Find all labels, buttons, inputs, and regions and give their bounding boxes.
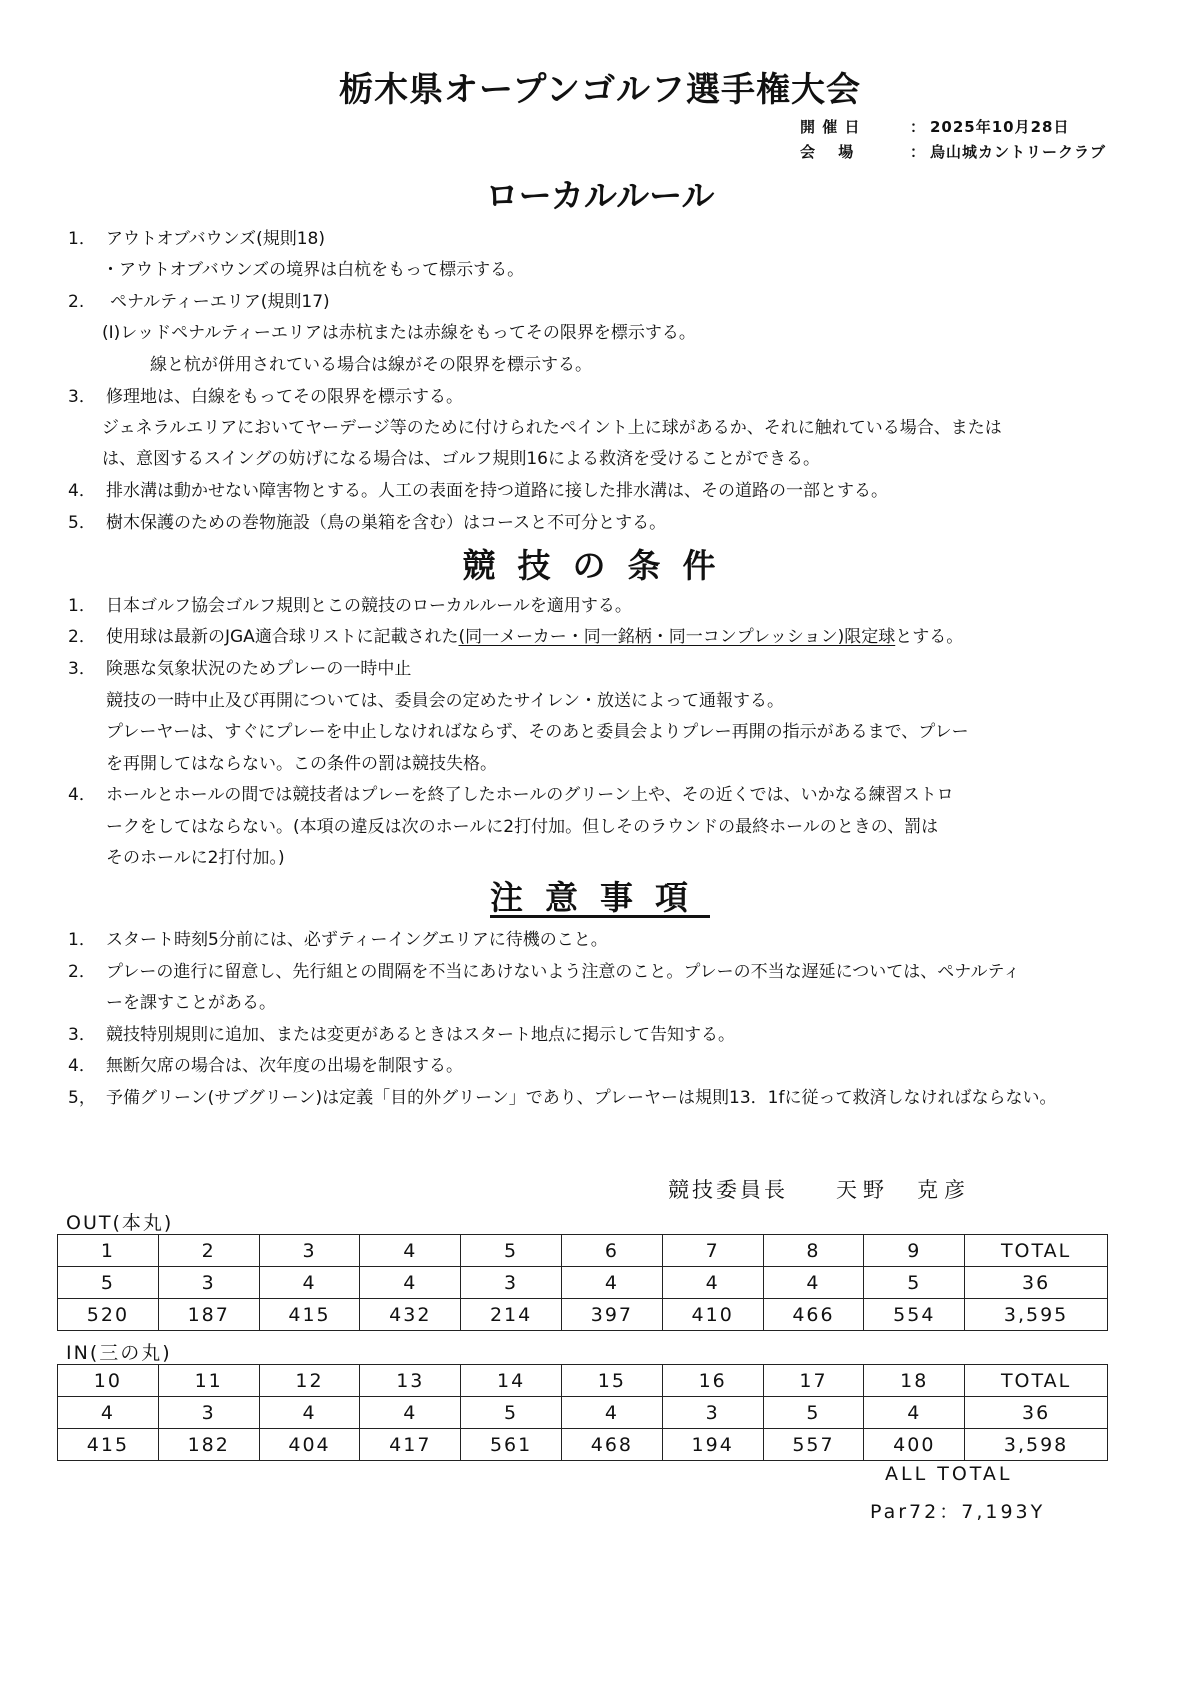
condition-line: ークをしてはならない。(本項の違反は次のホールに2打付加。但しそのラウンドの最終ホールのときの、罰は — [106, 817, 939, 837]
venue-separator: ： — [910, 143, 927, 161]
condition-line: 4． ホールとホールの間では競技者はプレーを終了したホールのグリーン上や、その近くでは、いかなる練習ストロ — [68, 785, 954, 805]
in-scorecard-table — [57, 1364, 1108, 1461]
event-venue — [800, 141, 1106, 162]
condition-line: そのホールに2打付加。) — [106, 848, 285, 868]
local-rules-heading: ローカルルール — [485, 176, 715, 215]
condition-line: 3． 険悪な気象状況のためプレーの一時中止 — [68, 659, 412, 679]
local-rule-line: ・アウトオブバウンズの境界は白杭をもって標示する。 — [102, 260, 525, 280]
out-scorecard-table — [57, 1234, 1108, 1331]
local-rule-line: は、意図するスイングの妨げになる場合は、ゴルフ規則16による救済を受けることができる。 — [102, 449, 820, 469]
in-hole-row: 10 11 12 13 14 15 16 17 18 TOTAL — [58, 1365, 1108, 1397]
note-line: 4． 無断欠席の場合は、次年度の出場を制限する。 — [68, 1056, 463, 1076]
committee-chair — [668, 1174, 971, 1204]
local-rule-line: 1． アウトオブバウンズ(規則18) — [68, 229, 326, 249]
note-line: 3． 競技特別規則に追加、または変更があるときはスタート地点に掲示して告知する。 — [68, 1025, 735, 1045]
local-rule-line: 3． 修理地は、白線をもってその限界を標示する。 — [68, 387, 463, 407]
local-rule-line: 4． 排水溝は動かせない障害物とする。人工の表面を持つ道路に接した排水溝は、その道路の一部とする。 — [68, 481, 888, 501]
local-rule-line: (Ⅰ)レッドペナルティーエリアは赤杭または赤線をもってその限界を標示する。 — [102, 323, 696, 343]
event-date — [800, 116, 1070, 137]
note-line: ーを課すことがある。 — [106, 993, 276, 1013]
venue-label: 会 場 — [800, 143, 855, 161]
date-value: 2025年10月28日 — [930, 118, 1070, 136]
in-course-label: IN(三の丸) — [66, 1342, 172, 1364]
out-yardage-row: 520 187 415 432 214 397 410 466 554 3,595 — [58, 1299, 1108, 1331]
out-par-row: 5 3 4 4 3 4 4 4 5 36 — [58, 1267, 1108, 1299]
condition-line: 1． 日本ゴルフ協会ゴルフ規則とこの競技のローカルルールを適用する。 — [68, 596, 632, 616]
local-rule-line: 5． 樹木保護のための巻物施設（鳥の巣箱を含む）はコースと不可分とする。 — [68, 513, 667, 533]
chair-name: 天野 克彦 — [836, 1178, 971, 1202]
all-total-value: Par72：7,193Y — [870, 1501, 1046, 1523]
all-total-label: ALL TOTAL — [885, 1463, 1013, 1485]
in-par-row: 4 3 4 4 5 4 3 5 4 36 — [58, 1397, 1108, 1429]
notes-heading: 注意事項 — [490, 878, 710, 917]
note-line: 2． プレーの進行に留意し、先行組との間隔を不当にあけないよう注意のこと。プレーの不当な遅延については、ペナルティ — [68, 962, 1021, 982]
chair-title: 競技委員長 — [668, 1178, 788, 1202]
condition-line: を再開してはならない。この条件の罰は競技失格。 — [106, 754, 497, 774]
condition-line: プレーヤーは、すぐにプレーを中止しなければならず、そのあと委員会よりプレー再開の指示があるまで、プレー — [106, 722, 969, 742]
note-line: 5， 予備グリーン(サブグリーン)は定義「目的外グリーン」であり、プレーヤーは規則13．1fに従って救済しなければならない。 — [68, 1088, 1057, 1108]
date-separator: ： — [910, 118, 927, 136]
out-course-label: OUT(本丸) — [66, 1212, 174, 1234]
condition-line: 競技の一時中止及び再開については、委員会の定めたサイレン・放送によって通報する。 — [106, 691, 785, 711]
local-rule-line: 線と杭が併用されている場合は線がその限界を標示する。 — [150, 355, 592, 375]
in-yardage-row: 415 182 404 417 561 468 194 557 400 3,598 — [58, 1429, 1108, 1461]
venue-value: 烏山城カントリークラブ — [930, 143, 1107, 161]
page-title: 栃木県オープンゴルフ選手権大会 — [339, 70, 861, 110]
ball-restriction-underlined: (同一メーカー・同一銘柄・同一コンプレッション)限定球 — [458, 627, 896, 647]
conditions-heading: 競技の条件 — [462, 546, 738, 585]
local-rule-line: ジェネラルエリアにおいてヤーデージ等のために付けられたペイント上に球があるか、それに触れている場合、または — [102, 418, 1002, 438]
condition-line: 2． 使用球は最新のJGA適合球リストに記載された(同一メーカー・同一銘柄・同一コンプレッション)限定球とする。 — [68, 627, 964, 647]
note-line: 1． スタート時刻5分前には、必ずティーイングエリアに待機のこと。 — [68, 930, 608, 950]
date-label: 開 催 日 — [800, 118, 861, 136]
local-rule-line: 2. ペナルティーエリア(規則17) — [68, 292, 330, 312]
out-hole-row: 1 2 3 4 5 6 7 8 9 TOTAL — [58, 1235, 1108, 1267]
